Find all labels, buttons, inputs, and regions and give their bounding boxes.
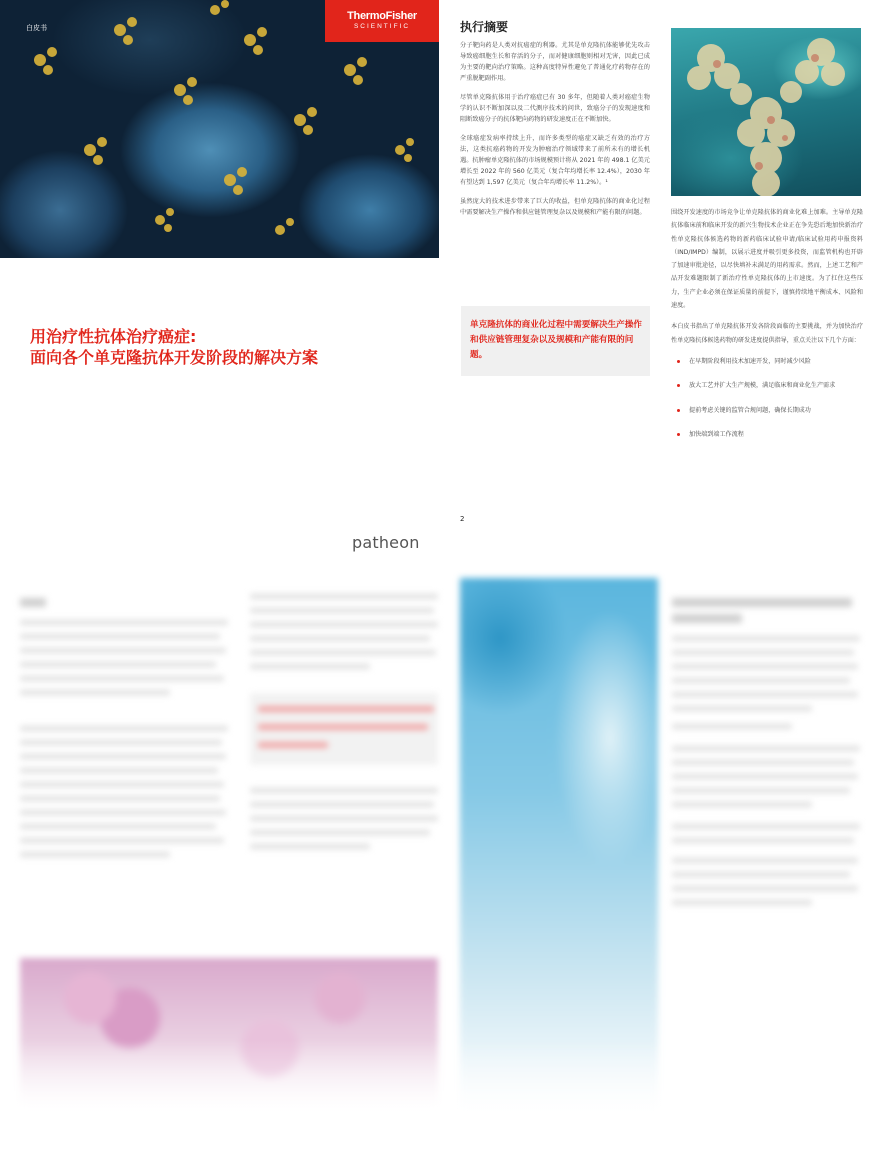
cover-image	[0, 0, 439, 258]
summary-paragraph-4: 虽然庞大的技术进步带来了巨大的收益，但单克隆抗体的商业化过程中需要解决生产操作和供应链管理复杂以及规模和产能有限的问题。	[460, 198, 650, 216]
title-line-1: 用治疗性抗体治疗癌症:	[30, 327, 197, 346]
right-paragraph-1: 围绕开发速度的市场竞争让单克隆抗体的商业化难上加难。主导单克隆抗体临床前和临床开发的新兴生物技术企业正在争先恐后地加快新治疗性单克隆抗体候选药物的新药临床试验申请/临床试验用药申报资料（IND/IMPD）编制，以展示进度并吸引更多投资，而监管机构也开辟了加速审批途径，以尽快填补未满足的用药需求。然而，上述工艺和产品开发难题限制了新治疗性单克隆抗体的上市速度。为了扛住这些压力，生产企业必须在保证质量的前提下，谨慎持续地平衡成本、风险和速度。	[671, 209, 863, 310]
list-item: 放大工艺并扩大生产规模，满足临床和商业化生产需求	[671, 379, 863, 392]
document-type-label: 白皮书	[26, 24, 47, 32]
right-column	[671, 206, 863, 452]
page-fade	[0, 1040, 878, 1160]
summary-column	[460, 22, 650, 226]
pull-quote: 单克隆抗体的商业化过程中需要解决生产操作和供应链管理复杂以及规模和产能有限的问题。	[461, 306, 650, 376]
list-item: 加快端到端工作流程	[671, 428, 863, 441]
summary-paragraph-2: 尽管单克隆抗体用于治疗癌症已有 30 多年，但随着人类对癌症生物学的认识不断加深以及二代测序技术的问世，致癌分子的发现速度和阻断致癌分子的抗体靶向药物的研发速度正在不断加快。	[460, 94, 650, 123]
list-item: 在早期阶段利用技术加速开发，同时减少风险	[671, 355, 863, 368]
right-paragraph-2: 本白皮书指出了单克隆抗体开发各阶段面临的主要挑战，并为加快治疗性单克隆抗体候选药物的研发进度提供指导，重点关注以下几个方面：	[671, 323, 863, 344]
summary-paragraph-1: 分子靶向药是人类对抗癌症的利器。尤其是单克隆抗体能够优先攻击导致癌细胞生长和存活的分子，而对健康细胞则相对无害，因此已成为主要的靶向治疗策略。这种高度特异性避免了普通化疗药物存在的严重脱靶副作用。	[460, 42, 650, 82]
summary-paragraph-3: 全球癌症发病率持续上升，而许多类型的癌症又缺乏有效的治疗方法，这类抗癌药物的开发为肿瘤治疗领域带来了前所未有的增长机遇。抗肿瘤单克隆抗体的市场规模预计将从 2021 年的 498.1 亿美元增长至 2022 年的 560 亿美元（复合年均增长率 12.4%），2030 年有望达到 1,597 亿美元（复合年均增长率 11.2%）。¹	[460, 135, 650, 186]
antibody-molecule-graphic	[671, 28, 861, 196]
page-number: 2	[460, 515, 465, 523]
focus-list	[671, 355, 863, 441]
patheon-logo: patheon	[352, 533, 420, 552]
antibody-photo	[671, 28, 861, 196]
title-line-2: 面向各个单克隆抗体开发阶段的解决方案	[30, 348, 319, 367]
section-heading: 执行摘要	[460, 20, 509, 34]
document-title	[30, 326, 318, 368]
list-item: 提前考虑关键的监管合规问题，确保长期成功	[671, 404, 863, 417]
thermofisher-logo: ThermoFisher SCIENTIFIC	[325, 0, 439, 42]
